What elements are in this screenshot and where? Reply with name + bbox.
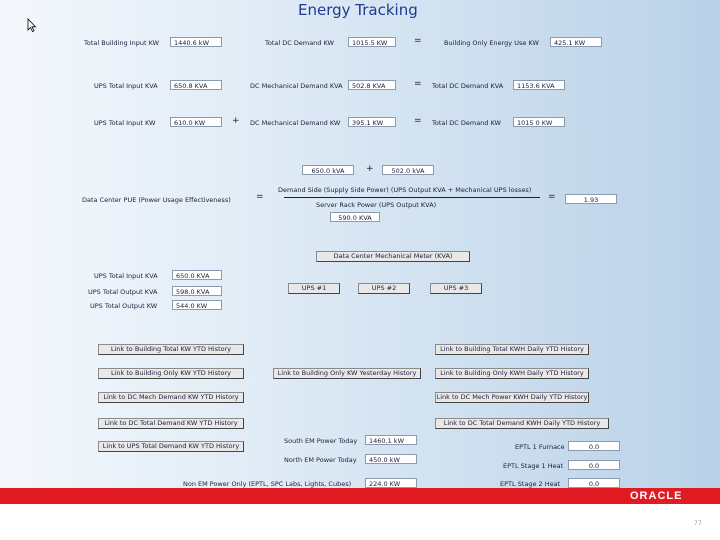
ups-stat-label: UPS Total Output KVA [88, 288, 158, 296]
page-title: Energy Tracking [298, 1, 418, 19]
total-dc-demand-kw-label: Total DC Demand KW [265, 39, 334, 47]
total-dc-demand-kw-value: 1015.5 KW [348, 37, 396, 47]
total-dc-demand-kva-value: 1153.6 KVA [513, 80, 565, 90]
oracle-logo: ORACLE [630, 490, 683, 502]
total-dc-demand-kw-label-2: Total DC Demand KW [432, 119, 501, 127]
pue-sum-a-value: 650.0 kVA [302, 165, 354, 175]
mouse-pointer-icon [27, 18, 37, 32]
link-building-total-kw-ytd-button[interactable]: Link to Building Total KW YTD History [98, 344, 244, 355]
north-em-power-value: 450.0 kW [365, 454, 417, 464]
eptl-stage-2-heat-value: 0.0 [568, 478, 620, 488]
link-dc-mech-power-kwh-daily-button[interactable]: Link to DC Mech Power KWH Daily YTD History [436, 393, 588, 401]
ups-stat-value: 598.0 KVA [172, 286, 222, 296]
building-only-energy-value: 425.1 KW [550, 37, 602, 47]
plus-sign: + [232, 116, 240, 126]
south-em-power-label: South EM Power Today [284, 437, 358, 445]
link-building-only-kwh-daily-button[interactable]: Link to Building Only KWH Daily YTD History [435, 368, 589, 379]
dc-mechanical-demand-kva-label: DC Mechanical Demand KVA [250, 82, 343, 90]
ups-2-button[interactable]: UPS #2 [358, 283, 410, 294]
page-number: 77 [694, 520, 702, 527]
mechanical-meter-button[interactable]: Data Center Mechanical Meter (KVA) [316, 251, 470, 262]
link-dc-total-demand-kw-ytd-button[interactable]: Link to DC Total Demand KW YTD History [98, 418, 244, 429]
ups-3-button[interactable]: UPS #3 [430, 283, 482, 294]
footer-bar [0, 488, 720, 504]
link-ups-total-demand-kw-ytd-button[interactable]: Link to UPS Total Demand KW YTD History [98, 441, 244, 452]
ups-total-input-kva-value: 650.8 KVA [170, 80, 222, 90]
link-building-only-kw-yesterday-button[interactable]: Link to Building Only KW Yesterday History [273, 368, 421, 379]
eptl-stage-2-heat-label: EPTL Stage 2 Heat [500, 480, 561, 488]
dc-mechanical-demand-kw-label: DC Mechanical Demand KW [250, 119, 341, 127]
pue-result-value: 1.93 [565, 194, 617, 204]
dc-mechanical-demand-kw-value: 395.1 KW [348, 117, 396, 127]
ups-1-button[interactable]: UPS #1 [288, 283, 340, 294]
link-dc-mech-demand-kw-ytd-button[interactable]: Link to DC Mech Demand KW YTD History [98, 392, 244, 403]
equals-sign: = [256, 192, 264, 202]
pue-numerator-label: Demand Side (Supply Side Power) (UPS Output KVA + Mechanical UPS losses) [278, 186, 532, 194]
equals-sign: = [414, 36, 422, 46]
south-em-power-value: 1460.1 kW [365, 435, 417, 445]
ups-total-input-kw-label: UPS Total Input KW [94, 119, 156, 127]
fraction-line [284, 197, 540, 198]
pue-denominator-label: Server Rack Power (UPS Output KVA) [316, 201, 437, 209]
pue-label: Data Center PUE (Power Usage Effectiveness) [82, 196, 231, 204]
plus-sign: + [366, 164, 374, 174]
total-dc-demand-kva-label: Total DC Demand KVA [432, 82, 504, 90]
ups-total-input-kva-label: UPS Total Input KVA [94, 82, 158, 90]
pue-denominator-value: 590.0 KVA [330, 212, 380, 222]
equals-sign: = [414, 116, 422, 126]
dc-mechanical-demand-kva-value: 502.8 KVA [348, 80, 396, 90]
ups-total-input-kw-value: 610.0 KW [170, 117, 222, 127]
equals-sign: = [548, 192, 556, 202]
eptl-stage-1-heat-value: 0.0 [568, 460, 620, 470]
ups-stat-label: UPS Total Input KVA [94, 272, 158, 280]
eptl-stage-1-heat-label: EPTL Stage 1 Heat [503, 462, 564, 470]
building-only-energy-label: Building Only Energy Use KW [444, 39, 539, 47]
link-building-only-kw-ytd-button[interactable]: Link to Building Only KW YTD History [98, 368, 244, 379]
total-dc-demand-kw-value-2: 1015 0 KW [513, 117, 565, 127]
north-em-power-label: North EM Power Today [284, 456, 357, 464]
eptl-furnace-label: EPTL 1 Furnace [515, 443, 565, 451]
ups-stat-value: 650.0 KVA [172, 270, 222, 280]
eptl-furnace-value: 0.0 [568, 441, 620, 451]
link-building-total-kwh-daily-button[interactable]: Link to Building Total KWH Daily YTD History [435, 344, 589, 355]
ups-stat-value: 544.0 KW [172, 300, 222, 310]
pue-sum-b-value: 502.0 kVA [382, 165, 434, 175]
non-em-power-value: 224.0 KW [365, 478, 417, 488]
link-dc-total-demand-kwh-daily-button[interactable]: Link to DC Total Demand KWH Daily YTD History [435, 418, 609, 429]
total-building-input-value: 1440.6 kW [170, 37, 222, 47]
total-building-input-label: Total Building Input KW [84, 39, 160, 47]
non-em-power-label: Non EM Power Only (EPTL, SPC Labs, Lights, Cubes) [183, 480, 352, 488]
ups-stat-label: UPS Total Output KW [90, 302, 158, 310]
equals-sign: = [414, 79, 422, 89]
